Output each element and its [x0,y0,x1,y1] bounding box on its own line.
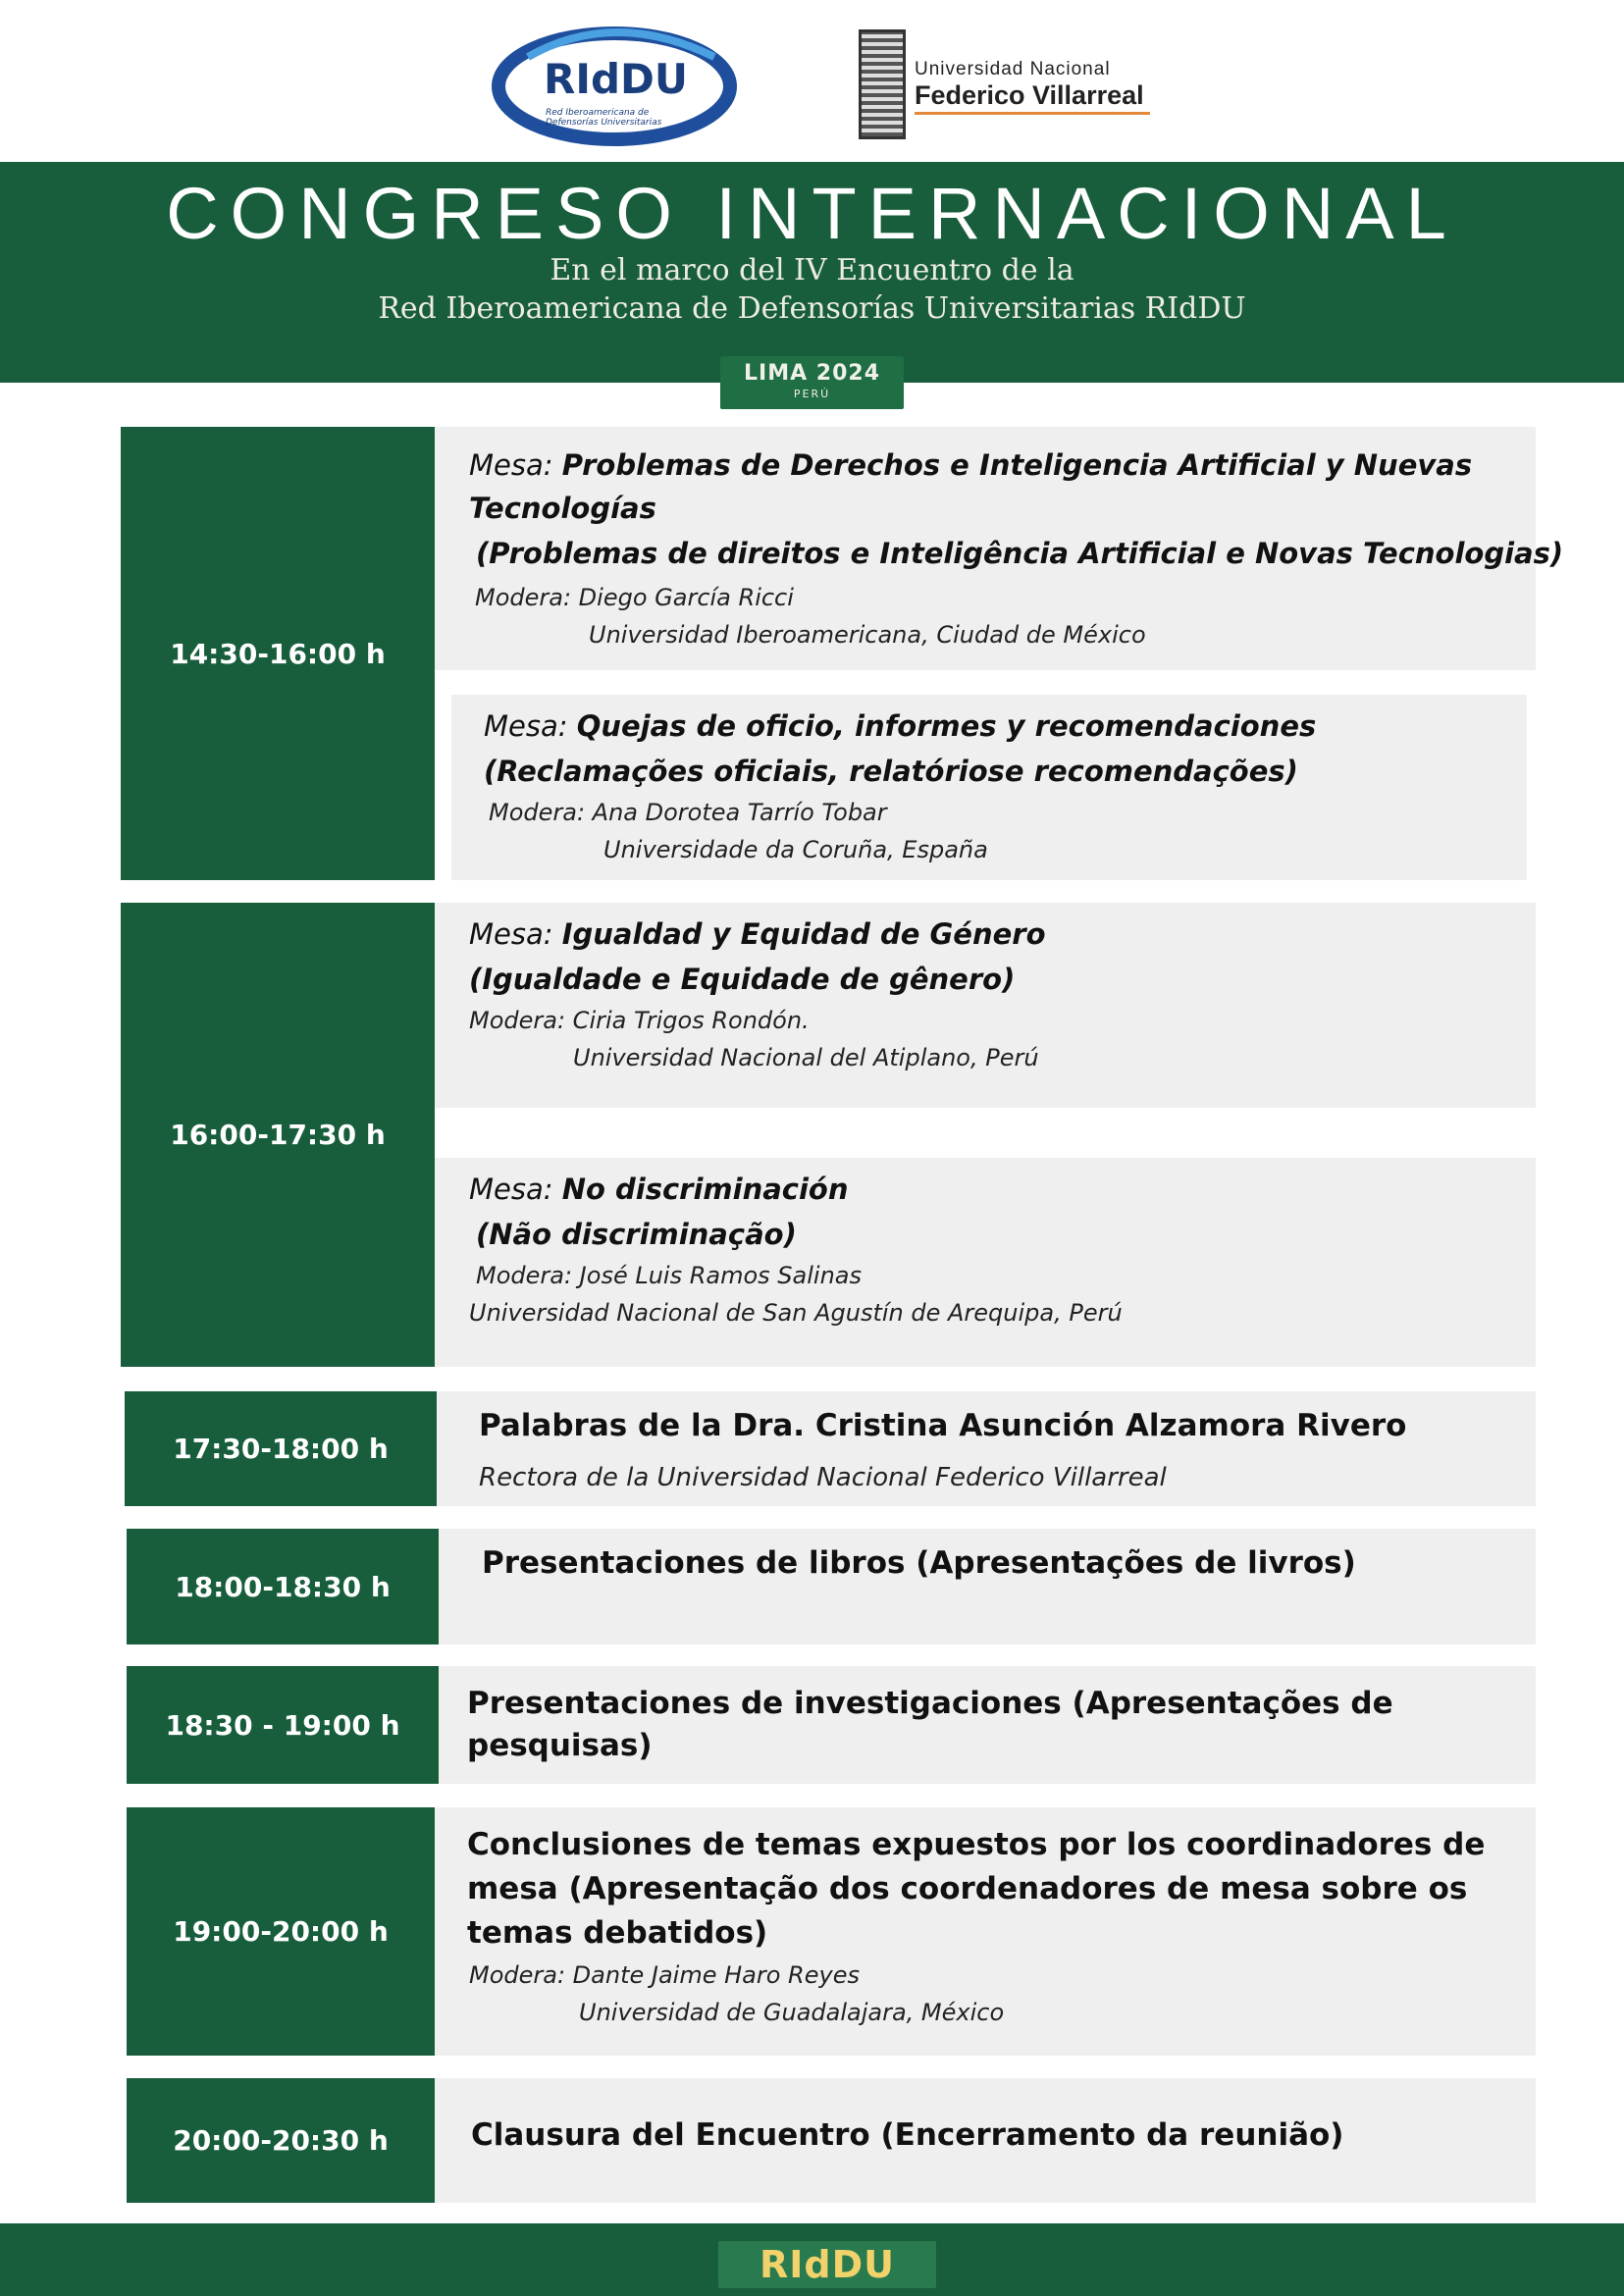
panel-5-title-line1: Presentaciones de investigaciones (Apresentações de [467,1686,1393,1721]
lima-badge [720,356,904,409]
panel-1b-institution: Universidade da Coruña, España [603,836,988,863]
panel-5-title-line2: pesquisas) [467,1728,653,1763]
page-title: CONGRESO INTERNACIONAL [166,173,1458,254]
unfv-logo [859,29,1153,139]
panel-7-title: Clausura del Encuentro (Encerramento da reunião) [471,2117,1344,2153]
unfv-crest-icon [859,29,906,139]
lima-badge-main: LIMA 2024 [743,361,880,386]
panel-4 [439,1529,1536,1644]
panel-4-title: Presentaciones de libros (Apresentações de livros) [482,1545,1356,1581]
time-slot-2: 16:00-17:30 h [121,903,435,1367]
panel-6-title-line3: temas debatidos) [467,1915,768,1951]
panel-1a-title-line1: Problemas de Derechos e Inteligencia Artificial y Nuevas [561,448,1473,482]
unfv-logo-line2: Federico Villarreal [915,80,1144,110]
panel-6-institution: Universidad de Guadalajara, México [579,1999,1005,2026]
time-slot-3: 17:30-18:00 h [125,1391,437,1506]
banner [0,162,1624,383]
panel-1a-title [469,448,1472,482]
panel-1a-title-line2: Tecnologías [469,492,656,525]
panel-2a-title-line1: Igualdad y Equidad de Género [561,917,1046,951]
unfv-underline [915,112,1150,115]
mesa-prefix: Mesa: [469,448,553,482]
mesa-prefix: Mesa: [469,917,553,951]
panel-1a-moderator: Modera: Diego García Ricci [475,584,794,611]
panel-6-title-line2: mesa (Apresentação dos coordenadores de mesa sobre os [467,1871,1468,1906]
time-slot-4: 18:00-18:30 h [127,1529,439,1644]
riddu-logo-subtitle: Red Iberoamericana de Defensorías Universitarias [546,108,662,128]
riddu-logo [489,18,740,147]
unfv-logo-line1: Universidad Nacional [915,59,1111,79]
time-slot-1: 14:30-16:00 h [121,427,435,880]
panel-5 [439,1666,1536,1784]
panel-2b-title-pt: (Não discriminação) [476,1218,797,1251]
panel-3-title: Palabras de la Dra. Cristina Asunción Alzamora Rivero [479,1408,1407,1443]
panel-3 [437,1391,1536,1506]
panel-1b-title [484,709,1316,743]
banner-subtitle-line1: En el marco del IV Encuentro de la [550,253,1074,287]
panel-2a-institution: Universidad Nacional del Atiplano, Perú [573,1044,1039,1071]
lima-badge-sub: PERÚ [793,388,831,400]
panel-2b-title [469,1173,849,1206]
panel-1b-title-line1: Quejas de oficio, informes y recomendaciones [576,709,1317,743]
panel-2b-institution: Universidad Nacional de San Agustín de Arequipa, Perú [469,1299,1123,1327]
time-slot-6: 19:00-20:00 h [127,1807,435,2056]
mesa-prefix: Mesa: [469,1173,553,1206]
panel-3-subtitle: Rectora de la Universidad Nacional Federico Villarreal [479,1463,1167,1492]
time-slot-5: 18:30 - 19:00 h [127,1666,439,1784]
panel-1a [435,427,1564,670]
banner-subtitle-line2: Red Iberoamericana de Defensorías Universitarias RIdDU [378,291,1246,326]
panel-2b [435,1158,1536,1367]
panel-1b-title-pt: (Reclamações oficiais, relatóriose recomendações) [484,755,1298,788]
panel-6-title-line1: Conclusiones de temas expuestos por los coordinadores de [467,1827,1486,1862]
panel-1b [451,695,1527,880]
panel-2a-title-pt: (Igualdade e Equidade de gênero) [469,963,1016,996]
panel-1a-institution: Universidad Iberoamericana, Ciudad de México [589,621,1146,649]
riddu-logo-name: RIdDU [544,55,688,103]
panel-1b-moderator: Modera: Ana Dorotea Tarrío Tobar [489,799,887,826]
panel-6-moderator: Modera: Dante Jaime Haro Reyes [469,1961,860,1989]
panel-6 [435,1807,1536,2056]
footer [0,2223,1624,2296]
panel-2b-moderator: Modera: José Luis Ramos Salinas [476,1262,862,1289]
time-slot-7: 20:00-20:30 h [127,2078,435,2203]
panel-2a [435,903,1536,1108]
panel-7 [435,2078,1536,2203]
panel-2a-moderator: Modera: Ciria Trigos Rondón. [469,1007,810,1034]
panel-2b-title-line1: No discriminación [561,1173,849,1206]
panel-1a-title-pt: (Problemas de direitos e Inteligência Artificial e Novas Tecnologias) [476,537,1564,570]
panel-2a-title [469,917,1046,951]
footer-riddu-logo: RIdDU [718,2241,936,2288]
mesa-prefix: Mesa: [484,709,568,743]
header-logos [0,0,1624,162]
